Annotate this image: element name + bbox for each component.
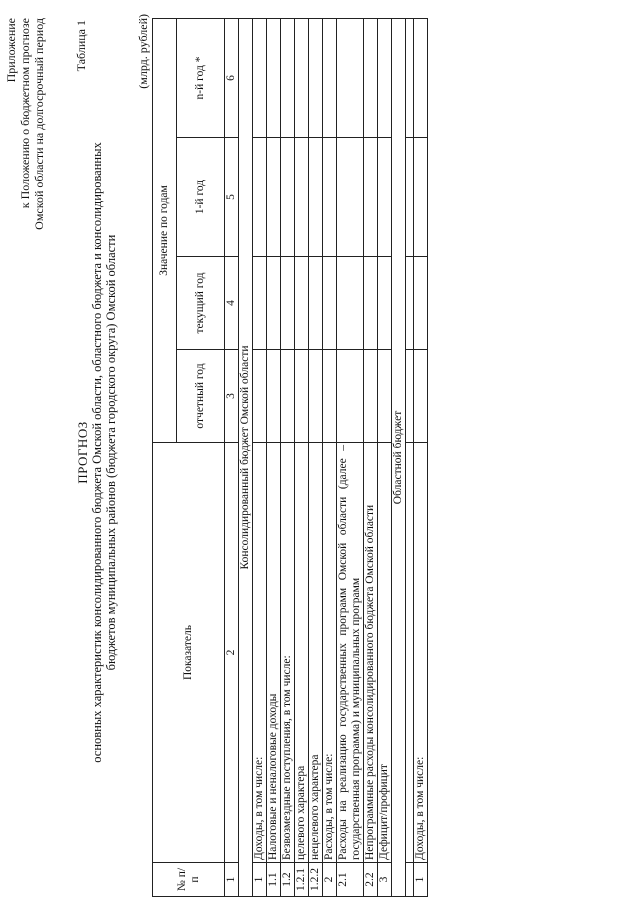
row-num: 1.2.2 xyxy=(309,863,323,897)
header-reported-year: отчетный год xyxy=(177,350,225,443)
value-cell xyxy=(281,138,295,257)
table-row xyxy=(323,18,337,896)
appendix-line-2: к Положению о бюджетном прогнозе xyxy=(18,18,32,209)
value-cell xyxy=(414,138,428,257)
col-number: 1 xyxy=(225,863,239,897)
value-cell xyxy=(364,350,378,443)
table-label: Таблица 1 xyxy=(74,20,88,72)
appendix-line-1: Приложение xyxy=(4,18,18,83)
table-row xyxy=(253,18,267,896)
value-cell xyxy=(309,18,323,137)
value-cell xyxy=(378,350,392,443)
value-cell xyxy=(295,138,309,257)
value-cell xyxy=(364,18,378,137)
header-current-year: текущий год xyxy=(177,257,225,350)
value-cell xyxy=(281,257,295,350)
row-label: нецелевого характера xyxy=(309,443,323,863)
value-cell xyxy=(267,350,281,443)
row-num: 2.2 xyxy=(364,863,378,897)
header-num: № п/п xyxy=(153,863,225,897)
title-line-1: основных характеристик консолидированного бюджета Омской области, областного бюджета и консолидированных xyxy=(90,142,104,763)
row-label: Непрограммные расходы консолидированного бюджета Омской области xyxy=(364,443,378,863)
value-cell xyxy=(281,18,295,137)
row-num: 1 xyxy=(253,863,267,897)
section-title: Областной бюджет xyxy=(392,18,406,896)
table-row xyxy=(414,18,428,896)
row-num: 1.2 xyxy=(281,863,295,897)
value-cell xyxy=(253,350,267,443)
value-cell xyxy=(378,18,392,137)
appendix-line-3: Омской области на долгосрочный период xyxy=(32,18,46,230)
value-cell xyxy=(253,257,267,350)
value-cell xyxy=(378,257,392,350)
value-cell xyxy=(337,138,364,257)
section-row xyxy=(392,18,406,896)
row-label: Расходы, в том числе: xyxy=(323,443,337,863)
row-num: 1.2.1 xyxy=(295,863,309,897)
value-cell xyxy=(323,138,337,257)
table-row xyxy=(378,18,392,896)
col-number: 5 xyxy=(225,138,239,257)
forecast-table xyxy=(152,18,428,897)
value-cell xyxy=(309,138,323,257)
header-nth-year: n-й год * xyxy=(177,18,225,137)
value-cell xyxy=(378,138,392,257)
table-row xyxy=(281,18,295,896)
col-number: 4 xyxy=(225,257,239,350)
header-indicator: Показатель xyxy=(153,443,225,863)
title-main: ПРОГНОЗ xyxy=(75,421,90,484)
row-label: Доходы, в том числе: xyxy=(253,443,267,863)
col-number: 3 xyxy=(225,350,239,443)
value-cell xyxy=(364,257,378,350)
value-cell xyxy=(309,257,323,350)
value-cell xyxy=(337,18,364,137)
row-label: Доходы, в том числе: xyxy=(414,443,428,863)
value-cell xyxy=(364,138,378,257)
value-cell xyxy=(267,257,281,350)
section-title: Консолидированный бюджет Омской области xyxy=(239,18,253,896)
row-num: 1 xyxy=(414,863,428,897)
value-cell xyxy=(323,350,337,443)
value-cell xyxy=(267,138,281,257)
header-first-year: 1-й год xyxy=(177,138,225,257)
table-row xyxy=(295,18,309,896)
row-num: 2 xyxy=(323,863,337,897)
column-numbers-row xyxy=(225,18,239,896)
row-label: Безвозмездные поступления, в том числе: xyxy=(281,443,295,863)
value-cell xyxy=(295,257,309,350)
document-title xyxy=(76,0,118,905)
spacer-row xyxy=(406,18,414,896)
row-num: 3 xyxy=(378,863,392,897)
table-row xyxy=(364,18,378,896)
value-cell xyxy=(253,138,267,257)
row-label: целевого характера xyxy=(295,443,309,863)
value-cell xyxy=(323,257,337,350)
value-cell xyxy=(295,18,309,137)
table-row xyxy=(337,18,364,896)
row-label: Налоговые и неналоговые доходы xyxy=(267,443,281,863)
row-label: Расходы на реализацию государственных программ Омской области (далее – государственная программа) и муниципальных программ xyxy=(337,443,364,863)
value-cell xyxy=(253,18,267,137)
value-cell xyxy=(323,18,337,137)
value-cell xyxy=(309,350,323,443)
header-values-by-year: Значение по годам xyxy=(153,18,177,442)
value-cell xyxy=(414,18,428,137)
row-num: 2.1 xyxy=(337,863,364,897)
col-number: 6 xyxy=(225,18,239,137)
title-line-2: бюджетов муниципальных районов (бюджета городского округа) Омской области xyxy=(104,234,118,671)
col-number: 2 xyxy=(225,443,239,863)
value-cell xyxy=(414,350,428,443)
value-cell xyxy=(267,18,281,137)
section-row xyxy=(239,18,253,896)
value-cell xyxy=(337,350,364,443)
value-cell xyxy=(295,350,309,443)
row-label: Дефицит/профицит xyxy=(378,443,392,863)
table-row xyxy=(309,18,323,896)
value-cell xyxy=(414,257,428,350)
value-cell xyxy=(281,350,295,443)
value-cell xyxy=(337,257,364,350)
appendix-note xyxy=(4,18,46,438)
table-row xyxy=(267,18,281,896)
unit-label: (млрд. рублей) xyxy=(136,14,150,89)
row-num: 1.1 xyxy=(267,863,281,897)
